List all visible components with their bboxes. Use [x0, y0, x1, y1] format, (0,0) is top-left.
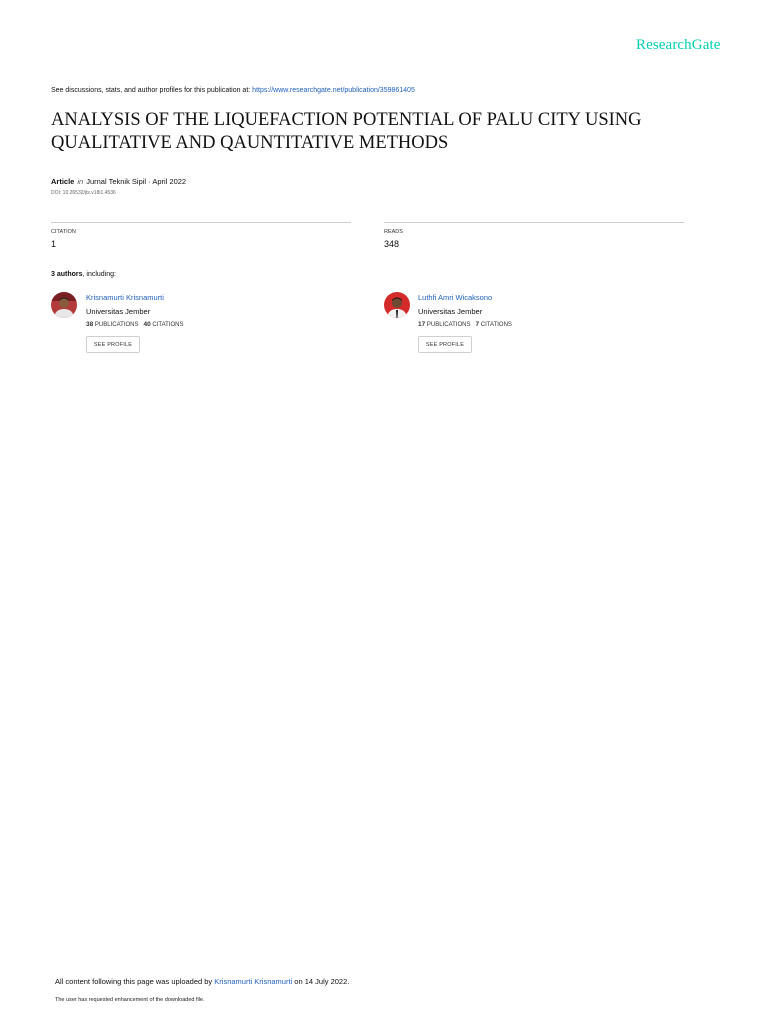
- reads-divider: [384, 222, 684, 223]
- reads-label: READS: [384, 229, 403, 235]
- authors-count: 3 authors: [51, 271, 83, 278]
- author-stats: [86, 321, 184, 328]
- publication-meta: [51, 177, 186, 186]
- in-word: in: [77, 177, 84, 186]
- citation-count: 1: [51, 239, 57, 249]
- author-avatar[interactable]: [51, 292, 77, 318]
- author-name-link[interactable]: Luthfi Amri Wicaksono: [418, 293, 493, 302]
- authors-suffix: , including:: [82, 271, 116, 278]
- upload-suffix: on 14 July 2022.: [292, 977, 350, 986]
- uploader-link[interactable]: Krisnamurti Krisnamurti: [214, 977, 293, 986]
- person-photo-icon: [51, 292, 77, 318]
- author-institution: Universitas Jember: [418, 307, 483, 316]
- author-name-link[interactable]: Krisnamurti Krisnamurti: [86, 293, 164, 302]
- upload-prefix: All content following this page was uploaded by: [55, 977, 215, 986]
- reads-count: 348: [384, 239, 400, 249]
- citations-label: CITATIONS: [480, 322, 512, 328]
- author-institution: Universitas Jember: [86, 307, 151, 316]
- journal-name: Jurnal Teknik Sipil · April 2022: [86, 177, 187, 186]
- publications-count: 38: [86, 321, 94, 328]
- person-photo-icon: [384, 292, 410, 318]
- publication-link[interactable]: https://www.researchgate.net/publication/359861405: [252, 87, 415, 94]
- publication-type: Article: [51, 177, 75, 186]
- discussion-line: [51, 87, 415, 94]
- see-profile-button[interactable]: SEE PROFILE: [418, 336, 472, 353]
- author-stats: [418, 321, 512, 328]
- citation-label: CITATION: [51, 229, 76, 235]
- publications-label: PUBLICATIONS: [94, 322, 139, 328]
- doi-text: DOI: 10.26532/jts.v18i1.4536: [51, 190, 116, 196]
- see-profile-button[interactable]: SEE PROFILE: [86, 336, 140, 353]
- publications-label: PUBLICATIONS: [426, 322, 471, 328]
- discussion-prefix: See discussions, stats, and author profiles for this publication at:: [51, 87, 253, 94]
- citations-count: 7: [475, 321, 480, 328]
- author-avatar[interactable]: [384, 292, 410, 318]
- researchgate-logo[interactable]: ResearchGate: [636, 37, 721, 53]
- enhancement-note: The user has requested enhancement of the downloaded file.: [55, 997, 205, 1003]
- authors-heading: [51, 271, 116, 278]
- publication-title: ANALYSIS OF THE LIQUEFACTION POTENTIAL OF PALU CITY USING QUALITATIVE AND QAUNTITATIVE METHODS: [51, 110, 642, 153]
- citation-divider: [51, 222, 351, 223]
- citations-label: CITATIONS: [152, 322, 184, 328]
- publications-count: 17: [418, 321, 426, 328]
- upload-note: [55, 977, 349, 986]
- citations-count: 40: [143, 321, 151, 328]
